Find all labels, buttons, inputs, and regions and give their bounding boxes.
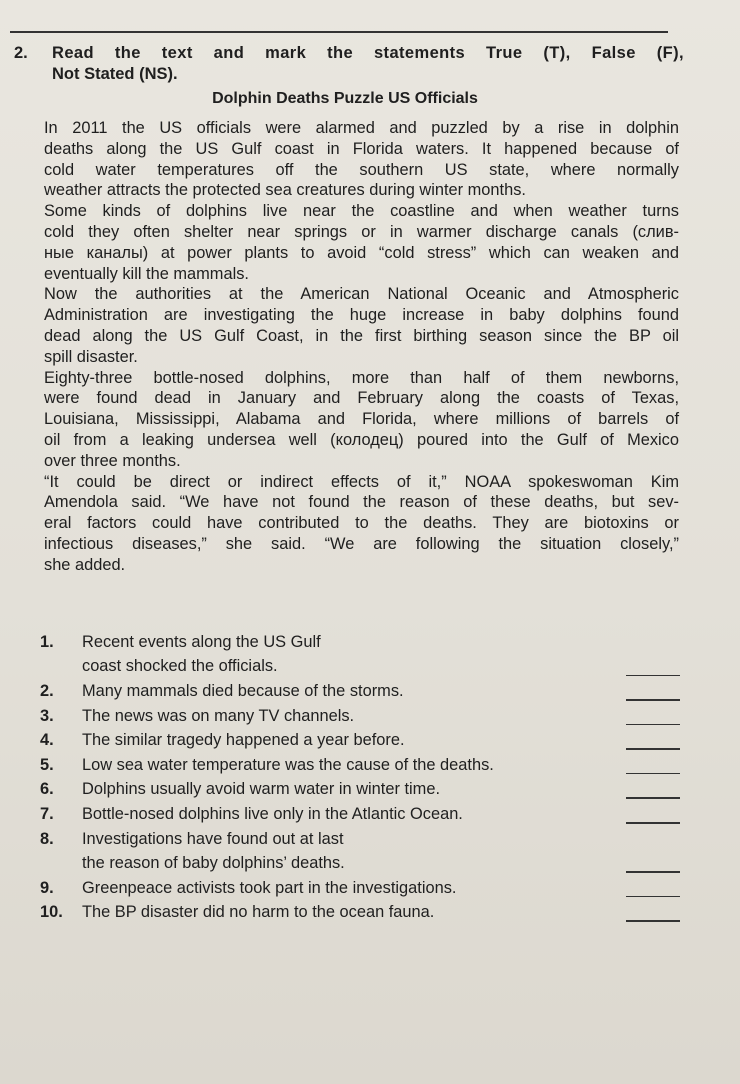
statement-text bbox=[82, 728, 602, 752]
text-line: were found dead in January and February along the coasts of Texas, bbox=[44, 389, 679, 408]
statement-line: the reason of baby dolphins’ deaths. bbox=[82, 853, 345, 872]
text-line: ные каналы) at power plants to avoid “cold stress” which can weaken and bbox=[44, 243, 679, 262]
answer-blank[interactable] bbox=[626, 871, 680, 873]
statement-item bbox=[40, 679, 680, 704]
text-line: she added. bbox=[44, 555, 126, 574]
statement-number: 2. bbox=[40, 682, 54, 700]
statement-item bbox=[40, 777, 680, 802]
text-line: eventually kill the mammals. bbox=[44, 264, 249, 283]
statement-line: Dolphins usually avoid warm water in winter time. bbox=[82, 780, 441, 799]
text-line: In 2011 the US officials were alarmed and puzzled by a rise in dolphin bbox=[44, 119, 679, 137]
statement-line: Recent events along the US Gulf bbox=[82, 633, 321, 651]
statement-line: The BP disaster did no harm to the ocean fauna. bbox=[82, 903, 435, 922]
reading-text bbox=[44, 118, 679, 576]
statement-text bbox=[82, 777, 602, 801]
statement-line: Greenpeace activists took part in the investigations. bbox=[82, 878, 457, 897]
instruction-line: Read the text and mark the statements True (T), False (F), bbox=[52, 44, 684, 62]
statement-line: Bottle-nosed dolphins live only in the Atlantic Ocean. bbox=[82, 804, 463, 823]
statement-item bbox=[40, 876, 680, 901]
statement-line: The news was on many TV channels. bbox=[82, 706, 355, 725]
statement-number: 9. bbox=[40, 878, 54, 897]
task-number: 2. bbox=[14, 44, 28, 62]
statement-line: Low sea water temperature was the cause of the deaths. bbox=[82, 755, 494, 774]
answer-blank[interactable] bbox=[626, 797, 680, 799]
answer-blank[interactable] bbox=[626, 896, 680, 898]
answer-blank[interactable] bbox=[626, 675, 680, 677]
answer-blank[interactable] bbox=[626, 773, 680, 775]
statement-line: Many mammals died because of the storms. bbox=[82, 682, 404, 700]
statement-line: The similar tragedy happened a year before. bbox=[82, 731, 405, 750]
statement-item bbox=[40, 630, 680, 679]
statement-text bbox=[82, 630, 602, 678]
text-line: Louisiana, Mississippi, Alabama and Florida, where millions of barrels of bbox=[44, 410, 679, 429]
text-line: Amendola said. “We have not found the reason of these deaths, but sev- bbox=[44, 493, 679, 512]
answer-blank[interactable] bbox=[626, 920, 680, 922]
text-line: cold they often shelter near springs or in warmer discharge canals (слив- bbox=[44, 222, 679, 241]
statement-text bbox=[82, 704, 602, 728]
statement-number: 6. bbox=[40, 780, 54, 799]
statement-number: 4. bbox=[40, 731, 54, 750]
answer-blank[interactable] bbox=[626, 822, 680, 824]
statement-item bbox=[40, 827, 680, 876]
statement-number: 3. bbox=[40, 706, 54, 725]
statement-item bbox=[40, 728, 680, 753]
text-line: eral factors could have contributed to the deaths. They are biotoxins or bbox=[44, 514, 679, 533]
text-line: “It could be direct or indirect effects of it,” NOAA spokeswoman Kim bbox=[44, 472, 679, 491]
statement-item bbox=[40, 900, 680, 925]
text-line: Eighty-three bottle-nosed dolphins, more than half of them newborns, bbox=[44, 368, 679, 387]
answer-blank[interactable] bbox=[626, 724, 680, 726]
statement-text bbox=[82, 679, 602, 703]
text-line: oil from a leaking undersea well (колодец) poured into the Gulf of Mexico bbox=[44, 430, 679, 449]
statements-list bbox=[40, 630, 680, 925]
statement-number: 10. bbox=[40, 903, 63, 922]
text-line: deaths along the US Gulf coast in Florida waters. It happened because of bbox=[44, 139, 679, 158]
statement-text bbox=[82, 802, 602, 826]
text-line: spill disaster. bbox=[44, 347, 138, 366]
text-line: Now the authorities at the American National Oceanic and Atmospheric bbox=[44, 285, 679, 304]
text-line: Some kinds of dolphins live near the coastline and when weather turns bbox=[44, 202, 679, 221]
statement-number: 5. bbox=[40, 755, 54, 774]
text-line: over three months. bbox=[44, 451, 181, 470]
statement-number: 1. bbox=[40, 633, 54, 651]
text-line: cold water temperatures off the southern US state, where normally bbox=[44, 160, 679, 179]
statement-line: coast shocked the officials. bbox=[82, 657, 278, 675]
text-title: Dolphin Deaths Puzzle US Officials bbox=[212, 90, 478, 107]
statement-text bbox=[82, 827, 602, 875]
text-line: infectious diseases,” she said. “We are following the situation closely,” bbox=[44, 534, 679, 553]
text-line: dead along the US Gulf Coast, in the first birthing season since the BP oil bbox=[44, 326, 679, 345]
text-line: weather attracts the protected sea creatures during winter months. bbox=[44, 181, 526, 200]
answer-blank[interactable] bbox=[626, 748, 680, 750]
instruction-line: Not Stated (NS). bbox=[52, 65, 178, 83]
statement-item bbox=[40, 753, 680, 778]
statement-number: 8. bbox=[40, 829, 54, 848]
statement-text bbox=[82, 876, 602, 900]
statement-text bbox=[82, 753, 602, 777]
answer-blank[interactable] bbox=[626, 699, 680, 701]
statement-item bbox=[40, 802, 680, 827]
statement-item bbox=[40, 704, 680, 729]
text-line: Administration are investigating the huge increase in baby dolphins found bbox=[44, 306, 679, 325]
statement-text bbox=[82, 900, 602, 924]
statement-line: Investigations have found out at last bbox=[82, 829, 344, 848]
statement-number: 7. bbox=[40, 804, 54, 823]
top-rule bbox=[10, 31, 668, 33]
